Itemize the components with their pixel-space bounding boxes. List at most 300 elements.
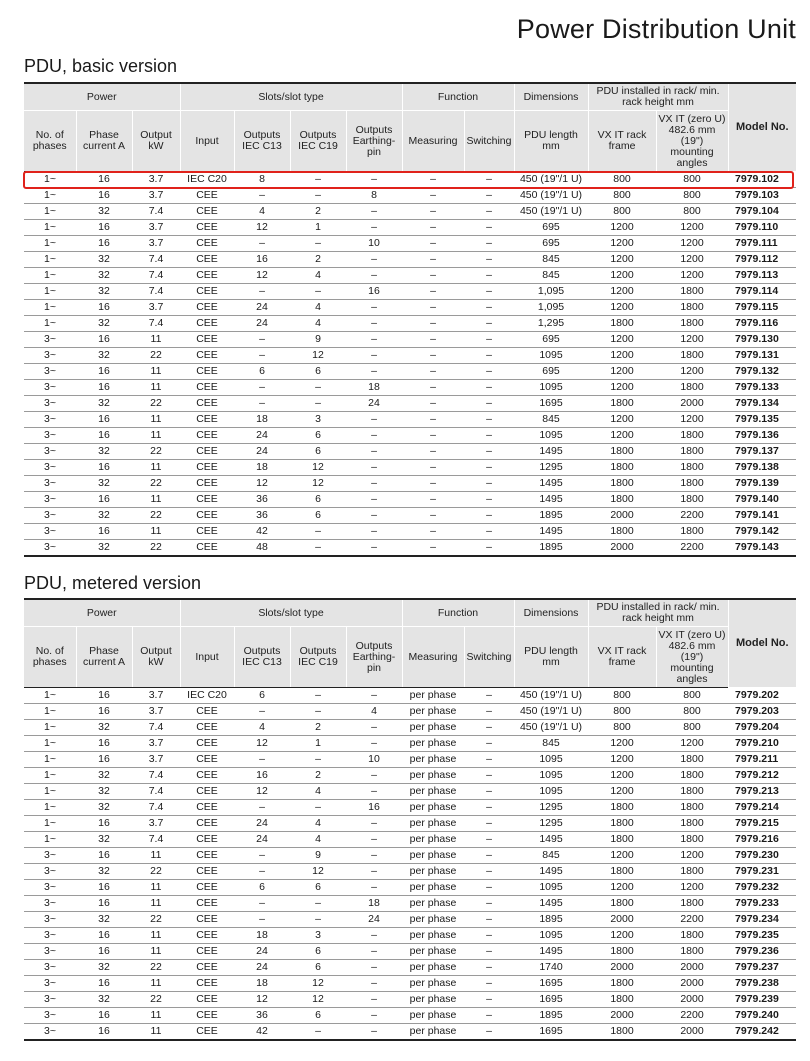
cell-length: 1695	[514, 992, 588, 1008]
cell-vx-frame: 1800	[588, 976, 656, 992]
cell-measuring: per phase	[402, 832, 464, 848]
cell-model-no: 7979.143	[728, 540, 796, 557]
cell-length: 1895	[514, 508, 588, 524]
cell-vx-zero: 1800	[656, 784, 728, 800]
cell-switching: –	[464, 348, 514, 364]
cell-c19: 4	[290, 832, 346, 848]
slots-group-header: Slots/slot type	[180, 599, 402, 627]
cell-input: CEE	[180, 396, 234, 412]
model-no-header: Model No.	[728, 83, 796, 172]
cell-c19: –	[290, 704, 346, 720]
basic-table-row	[24, 220, 796, 236]
cell-vx-zero: 1800	[656, 944, 728, 960]
cell-c13: 36	[234, 492, 290, 508]
cell-phases: 1~	[24, 220, 76, 236]
cell-output: 22	[132, 508, 180, 524]
cell-model-no: 7979.212	[728, 768, 796, 784]
cell-c13: 42	[234, 1024, 290, 1041]
cell-c13: –	[234, 284, 290, 300]
basic-table-body	[24, 172, 796, 557]
cell-output: 7.4	[132, 800, 180, 816]
cell-phases: 3~	[24, 960, 76, 976]
cell-earthing: –	[346, 960, 402, 976]
cell-output: 22	[132, 540, 180, 557]
cell-phases: 3~	[24, 540, 76, 557]
cell-phases: 1~	[24, 704, 76, 720]
cell-earthing: 16	[346, 800, 402, 816]
cell-length: 1295	[514, 816, 588, 832]
cell-vx-frame: 2000	[588, 508, 656, 524]
cell-switching: –	[464, 832, 514, 848]
cell-c19: 12	[290, 864, 346, 880]
cell-model-no: 7979.230	[728, 848, 796, 864]
cell-length: 1495	[514, 864, 588, 880]
cell-vx-frame: 1800	[588, 396, 656, 412]
cell-vx-frame: 800	[588, 720, 656, 736]
cell-earthing: –	[346, 992, 402, 1008]
cell-c19: –	[290, 188, 346, 204]
basic-table-row	[24, 396, 796, 412]
cell-earthing: 10	[346, 236, 402, 252]
cell-length: 1495	[514, 524, 588, 540]
cell-measuring: –	[402, 508, 464, 524]
col-earthing-header: Outputs Earthing-pin	[346, 627, 402, 688]
metered-table-body	[24, 688, 796, 1041]
cell-phases: 3~	[24, 912, 76, 928]
cell-switching: –	[464, 252, 514, 268]
cell-c13: –	[234, 704, 290, 720]
cell-output: 7.4	[132, 768, 180, 784]
cell-switching: –	[464, 976, 514, 992]
basic-table-row	[24, 236, 796, 252]
cell-phases: 3~	[24, 896, 76, 912]
basic-table-row	[24, 508, 796, 524]
cell-model-no: 7979.132	[728, 364, 796, 380]
cell-output: 7.4	[132, 832, 180, 848]
metered-table-row	[24, 704, 796, 720]
cell-input: CEE	[180, 752, 234, 768]
cell-length: 1295	[514, 460, 588, 476]
cell-current: 32	[76, 864, 132, 880]
cell-length: 1,095	[514, 300, 588, 316]
cell-current: 16	[76, 880, 132, 896]
cell-c13: 36	[234, 508, 290, 524]
cell-earthing: –	[346, 332, 402, 348]
cell-measuring: –	[402, 412, 464, 428]
cell-current: 16	[76, 332, 132, 348]
cell-vx-zero: 1800	[656, 768, 728, 784]
cell-vx-zero: 1800	[656, 476, 728, 492]
cell-vx-frame: 2000	[588, 912, 656, 928]
cell-c13: –	[234, 896, 290, 912]
cell-length: 1740	[514, 960, 588, 976]
cell-vx-zero: 1800	[656, 316, 728, 332]
cell-measuring: –	[402, 316, 464, 332]
cell-c13: 6	[234, 688, 290, 704]
dimensions-group-header: Dimensions	[514, 599, 588, 627]
cell-output: 22	[132, 444, 180, 460]
cell-earthing: –	[346, 172, 402, 188]
cell-c13: 12	[234, 736, 290, 752]
cell-vx-frame: 1800	[588, 864, 656, 880]
cell-vx-zero: 1800	[656, 300, 728, 316]
metered-table-row	[24, 896, 796, 912]
cell-switching: –	[464, 720, 514, 736]
cell-output: 11	[132, 380, 180, 396]
cell-input: CEE	[180, 800, 234, 816]
cell-current: 32	[76, 316, 132, 332]
cell-measuring: per phase	[402, 816, 464, 832]
cell-phases: 3~	[24, 412, 76, 428]
cell-length: 450 (19"/1 U)	[514, 688, 588, 704]
cell-input: CEE	[180, 720, 234, 736]
cell-output: 7.4	[132, 316, 180, 332]
cell-earthing: 4	[346, 704, 402, 720]
cell-vx-frame: 800	[588, 188, 656, 204]
cell-measuring: per phase	[402, 1008, 464, 1024]
cell-c13: –	[234, 752, 290, 768]
cell-output: 7.4	[132, 204, 180, 220]
cell-input: CEE	[180, 476, 234, 492]
cell-vx-frame: 1200	[588, 736, 656, 752]
cell-c13: 24	[234, 316, 290, 332]
cell-length: 1495	[514, 492, 588, 508]
cell-output: 11	[132, 428, 180, 444]
cell-input: CEE	[180, 1024, 234, 1041]
cell-phases: 1~	[24, 236, 76, 252]
cell-c13: 4	[234, 720, 290, 736]
basic-table-row	[24, 428, 796, 444]
cell-measuring: per phase	[402, 896, 464, 912]
cell-output: 22	[132, 960, 180, 976]
cell-vx-frame: 1200	[588, 784, 656, 800]
metered-table-row	[24, 1024, 796, 1041]
cell-c19: 1	[290, 736, 346, 752]
cell-c13: –	[234, 396, 290, 412]
cell-length: 450 (19"/1 U)	[514, 704, 588, 720]
cell-vx-zero: 1800	[656, 428, 728, 444]
cell-c19: 4	[290, 268, 346, 284]
cell-measuring: –	[402, 204, 464, 220]
cell-model-no: 7979.139	[728, 476, 796, 492]
cell-earthing: –	[346, 428, 402, 444]
cell-vx-frame: 1800	[588, 816, 656, 832]
cell-c19: 6	[290, 508, 346, 524]
cell-phases: 1~	[24, 816, 76, 832]
cell-vx-frame: 1200	[588, 220, 656, 236]
cell-earthing: –	[346, 720, 402, 736]
cell-vx-zero: 1800	[656, 284, 728, 300]
metered-table-row	[24, 736, 796, 752]
cell-current: 16	[76, 896, 132, 912]
cell-switching: –	[464, 912, 514, 928]
cell-vx-zero: 1200	[656, 220, 728, 236]
cell-output: 11	[132, 944, 180, 960]
cell-input: CEE	[180, 236, 234, 252]
basic-table-row	[24, 284, 796, 300]
cell-phases: 1~	[24, 284, 76, 300]
cell-earthing: 10	[346, 752, 402, 768]
metered-table-row	[24, 944, 796, 960]
cell-c13: 36	[234, 1008, 290, 1024]
cell-output: 3.7	[132, 236, 180, 252]
cell-output: 3.7	[132, 172, 180, 188]
cell-c13: 42	[234, 524, 290, 540]
cell-current: 16	[76, 492, 132, 508]
col-length-header: PDU length mm	[514, 111, 588, 172]
cell-c13: 18	[234, 976, 290, 992]
cell-input: IEC C20	[180, 172, 234, 188]
cell-current: 16	[76, 928, 132, 944]
cell-vx-zero: 1800	[656, 816, 728, 832]
col-output-header: Output kW	[132, 627, 180, 688]
cell-input: CEE	[180, 284, 234, 300]
cell-output: 22	[132, 992, 180, 1008]
cell-vx-frame: 2000	[588, 960, 656, 976]
cell-switching: –	[464, 1008, 514, 1024]
cell-vx-frame: 1200	[588, 364, 656, 380]
cell-length: 1,095	[514, 284, 588, 300]
cell-measuring: –	[402, 460, 464, 476]
cell-input: CEE	[180, 848, 234, 864]
cell-model-no: 7979.138	[728, 460, 796, 476]
cell-input: CEE	[180, 188, 234, 204]
installed-group-header: PDU installed in rack/ min. rack height mm	[588, 83, 728, 111]
cell-length: 1495	[514, 476, 588, 492]
cell-length: 1095	[514, 928, 588, 944]
cell-input: IEC C20	[180, 688, 234, 704]
cell-output: 11	[132, 412, 180, 428]
cell-vx-zero: 800	[656, 204, 728, 220]
cell-c19: –	[290, 284, 346, 300]
cell-model-no: 7979.214	[728, 800, 796, 816]
cell-vx-frame: 800	[588, 172, 656, 188]
cell-input: CEE	[180, 816, 234, 832]
col-vx-zero-header: VX IT (zero U) 482.6 mm (19") mounting angles	[656, 627, 728, 688]
cell-c19: –	[290, 752, 346, 768]
cell-vx-zero: 2000	[656, 396, 728, 412]
cell-model-no: 7979.240	[728, 1008, 796, 1024]
cell-vx-zero: 800	[656, 720, 728, 736]
cell-model-no: 7979.134	[728, 396, 796, 412]
cell-vx-zero: 2200	[656, 540, 728, 557]
cell-output: 7.4	[132, 284, 180, 300]
cell-current: 16	[76, 736, 132, 752]
cell-phases: 3~	[24, 848, 76, 864]
cell-current: 32	[76, 284, 132, 300]
basic-table-row	[24, 524, 796, 540]
cell-current: 16	[76, 172, 132, 188]
cell-phases: 3~	[24, 348, 76, 364]
cell-output: 22	[132, 396, 180, 412]
cell-vx-frame: 1200	[588, 332, 656, 348]
cell-input: CEE	[180, 268, 234, 284]
cell-vx-zero: 1800	[656, 348, 728, 364]
cell-measuring: per phase	[402, 880, 464, 896]
metered-table-row	[24, 928, 796, 944]
col-vx-frame-header: VX IT rack frame	[588, 627, 656, 688]
cell-switching: –	[464, 172, 514, 188]
cell-input: CEE	[180, 912, 234, 928]
cell-length: 450 (19"/1 U)	[514, 172, 588, 188]
cell-output: 3.7	[132, 752, 180, 768]
basic-table-row	[24, 348, 796, 364]
cell-earthing: –	[346, 816, 402, 832]
col-switching-header: Switching	[464, 627, 514, 688]
cell-current: 32	[76, 348, 132, 364]
basic-table-row	[24, 252, 796, 268]
cell-c19: 9	[290, 848, 346, 864]
cell-c13: 24	[234, 428, 290, 444]
cell-earthing: –	[346, 444, 402, 460]
cell-input: CEE	[180, 380, 234, 396]
cell-switching: –	[464, 944, 514, 960]
cell-switching: –	[464, 284, 514, 300]
cell-vx-zero: 2000	[656, 976, 728, 992]
cell-switching: –	[464, 880, 514, 896]
cell-input: CEE	[180, 460, 234, 476]
col-c19-header: Outputs IEC C19	[290, 627, 346, 688]
cell-c19: 6	[290, 1008, 346, 1024]
cell-model-no: 7979.114	[728, 284, 796, 300]
cell-model-no: 7979.235	[728, 928, 796, 944]
cell-earthing: –	[346, 832, 402, 848]
cell-measuring: per phase	[402, 688, 464, 704]
cell-switching: –	[464, 300, 514, 316]
cell-c19: 9	[290, 332, 346, 348]
cell-phases: 1~	[24, 800, 76, 816]
metered-table-row	[24, 768, 796, 784]
cell-model-no: 7979.234	[728, 912, 796, 928]
metered-table-row	[24, 752, 796, 768]
cell-c13: –	[234, 332, 290, 348]
cell-phases: 3~	[24, 880, 76, 896]
cell-output: 3.7	[132, 704, 180, 720]
cell-input: CEE	[180, 736, 234, 752]
cell-vx-frame: 1200	[588, 268, 656, 284]
cell-current: 32	[76, 960, 132, 976]
cell-earthing: –	[346, 492, 402, 508]
cell-c13: 12	[234, 992, 290, 1008]
cell-input: CEE	[180, 864, 234, 880]
cell-switching: –	[464, 396, 514, 412]
cell-vx-frame: 1800	[588, 460, 656, 476]
cell-phases: 3~	[24, 1024, 76, 1041]
cell-switching: –	[464, 220, 514, 236]
cell-output: 3.7	[132, 300, 180, 316]
cell-input: CEE	[180, 252, 234, 268]
cell-earthing: –	[346, 300, 402, 316]
cell-measuring: –	[402, 236, 464, 252]
cell-switching: –	[464, 524, 514, 540]
cell-length: 1495	[514, 832, 588, 848]
cell-vx-zero: 800	[656, 688, 728, 704]
cell-c13: –	[234, 380, 290, 396]
cell-model-no: 7979.141	[728, 508, 796, 524]
cell-vx-zero: 2200	[656, 1008, 728, 1024]
basic-table-row	[24, 460, 796, 476]
basic-table-row	[24, 492, 796, 508]
metered-version-table	[24, 598, 796, 1041]
cell-measuring: per phase	[402, 752, 464, 768]
cell-c19: 1	[290, 220, 346, 236]
cell-vx-frame: 2000	[588, 540, 656, 557]
basic-table-row	[24, 380, 796, 396]
cell-model-no: 7979.237	[728, 960, 796, 976]
cell-vx-zero: 1800	[656, 380, 728, 396]
cell-phases: 3~	[24, 492, 76, 508]
cell-measuring: –	[402, 284, 464, 300]
basic-table-row	[24, 412, 796, 428]
cell-c13: 4	[234, 204, 290, 220]
cell-length: 695	[514, 220, 588, 236]
basic-table-row	[24, 300, 796, 316]
cell-vx-frame: 800	[588, 688, 656, 704]
cell-measuring: –	[402, 268, 464, 284]
basic-table-row	[24, 204, 796, 220]
cell-input: CEE	[180, 768, 234, 784]
page-title: Power Distribution Unit	[516, 14, 796, 44]
cell-earthing: 24	[346, 912, 402, 928]
basic-table-row	[24, 316, 796, 332]
cell-vx-frame: 1200	[588, 848, 656, 864]
cell-current: 32	[76, 992, 132, 1008]
cell-c13: 24	[234, 832, 290, 848]
cell-input: CEE	[180, 704, 234, 720]
cell-vx-frame: 1800	[588, 944, 656, 960]
cell-input: CEE	[180, 976, 234, 992]
cell-measuring: –	[402, 476, 464, 492]
cell-length: 1095	[514, 428, 588, 444]
metered-table-row	[24, 816, 796, 832]
cell-model-no: 7979.115	[728, 300, 796, 316]
cell-measuring: per phase	[402, 960, 464, 976]
cell-phases: 1~	[24, 784, 76, 800]
cell-c13: 12	[234, 268, 290, 284]
metered-table-row	[24, 688, 796, 704]
cell-current: 16	[76, 944, 132, 960]
basic-table-row	[24, 444, 796, 460]
cell-vx-zero: 1800	[656, 800, 728, 816]
cell-phases: 3~	[24, 524, 76, 540]
function-group-header: Function	[402, 599, 514, 627]
cell-model-no: 7979.231	[728, 864, 796, 880]
cell-vx-frame: 1200	[588, 348, 656, 364]
cell-vx-frame: 1200	[588, 428, 656, 444]
cell-model-no: 7979.103	[728, 188, 796, 204]
cell-measuring: –	[402, 492, 464, 508]
cell-c13: 12	[234, 220, 290, 236]
cell-current: 16	[76, 300, 132, 316]
cell-model-no: 7979.102	[728, 172, 796, 188]
cell-switching: –	[464, 992, 514, 1008]
cell-vx-frame: 1800	[588, 1024, 656, 1041]
cell-c13: 6	[234, 364, 290, 380]
cell-measuring: per phase	[402, 928, 464, 944]
cell-phases: 3~	[24, 476, 76, 492]
cell-measuring: –	[402, 380, 464, 396]
cell-input: CEE	[180, 540, 234, 557]
cell-earthing: –	[346, 864, 402, 880]
cell-phases: 3~	[24, 332, 76, 348]
installed-group-header: PDU installed in rack/ min. rack height mm	[588, 599, 728, 627]
basic-table-row	[24, 540, 796, 557]
cell-measuring: –	[402, 252, 464, 268]
cell-c19: 4	[290, 816, 346, 832]
cell-phases: 3~	[24, 428, 76, 444]
cell-vx-frame: 1800	[588, 992, 656, 1008]
cell-model-no: 7979.135	[728, 412, 796, 428]
